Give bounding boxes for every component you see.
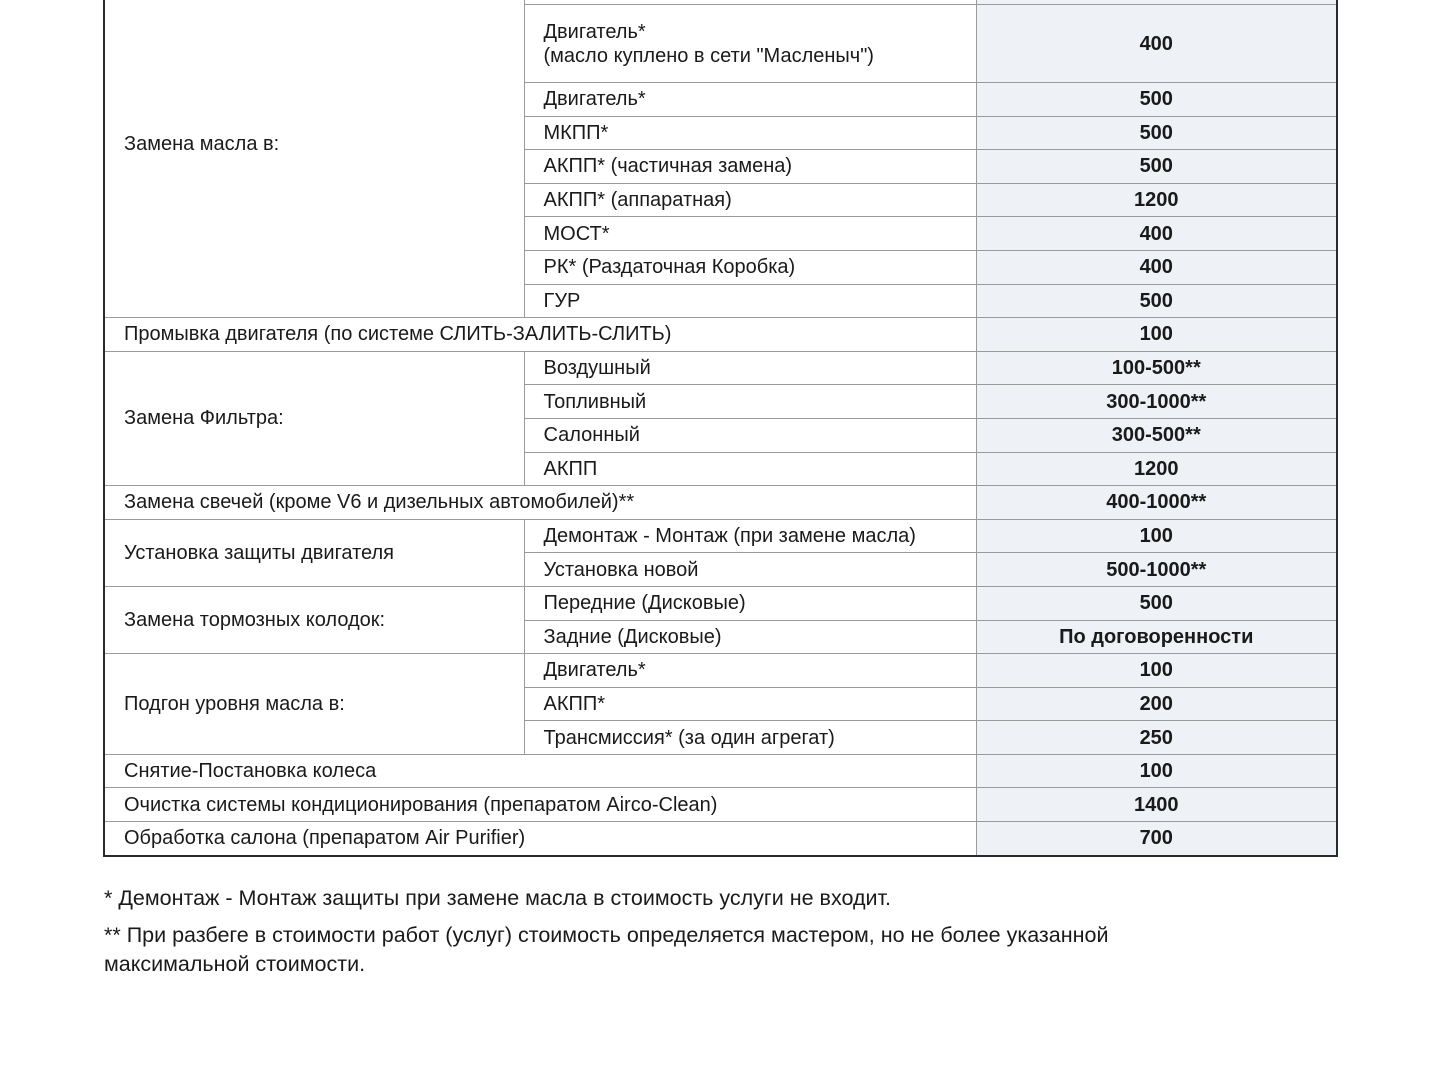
detail-line: Двигатель*: [543, 20, 646, 43]
table-row: [104, 486, 1337, 520]
price-cell: 100-500**: [976, 351, 1337, 385]
price-cell: 100: [976, 519, 1337, 553]
table-row: [104, 654, 1337, 688]
service-filter-change: Замена Фильтра:: [104, 351, 524, 485]
footnote-1: * Демонтаж - Монтаж защиты при замене масла в стоимость услуги не входит.: [104, 886, 891, 910]
detail-cell: Передние (Дисковые): [524, 586, 976, 620]
price-cell: 1200: [976, 452, 1337, 486]
price-cell: 500: [976, 116, 1337, 150]
price-cell: 400-1000**: [976, 486, 1337, 520]
service-engine-guard: Установка защиты двигателя: [104, 519, 524, 586]
detail-cell: Демонтаж - Монтаж (при замене масла): [524, 519, 976, 553]
detail-cell: Воздушный: [524, 351, 976, 385]
detail-cell: МОСТ*: [524, 217, 976, 251]
service-engine-flush: Промывка двигателя (по системе СЛИТЬ-ЗАЛИТЬ-СЛИТЬ): [104, 318, 976, 352]
price-cell: По договоренности: [976, 620, 1337, 654]
footnote-2: ** При разбеге в стоимости работ (услуг) стоимость определяется мастером, но не более указанной максимальной стоимости.: [104, 923, 1109, 976]
detail-cell: АКПП: [524, 452, 976, 486]
table-row: [104, 586, 1337, 620]
price-table: [103, 0, 1338, 857]
detail-cell: Двигатель*: [524, 83, 976, 117]
service-spark-plugs: Замена свечей (кроме V6 и дизельных автомобилей)**: [104, 486, 976, 520]
detail-cell: РК* (Раздаточная Коробка): [524, 250, 976, 284]
detail-cell: АКПП* (частичная замена): [524, 150, 976, 184]
price-cell: 400: [976, 217, 1337, 251]
table-row: [104, 754, 1337, 788]
service-oil-change: Замена масла в:: [104, 0, 524, 318]
detail-cell: Топливный: [524, 385, 976, 419]
price-cell: 700: [976, 822, 1337, 856]
price-cell: 500: [976, 150, 1337, 184]
price-cell: 500: [976, 586, 1337, 620]
service-wheel: Снятие-Постановка колеса: [104, 754, 976, 788]
detail-cell: [524, 5, 976, 83]
price-cell: 100: [976, 318, 1337, 352]
table-row: [104, 788, 1337, 822]
price-cell: 500: [976, 284, 1337, 318]
service-ac-clean: Очистка системы кондиционирования (препаратом Airco-Clean): [104, 788, 976, 822]
price-cell: 100: [976, 754, 1337, 788]
price-cell: 500-1000**: [976, 553, 1337, 587]
table-row: [104, 351, 1337, 385]
detail-cell: МКПП*: [524, 116, 976, 150]
detail-cell: ГУР: [524, 284, 976, 318]
service-brake-pads: Замена тормозных колодок:: [104, 586, 524, 653]
price-cell: 400: [976, 250, 1337, 284]
footnotes: [104, 884, 1254, 987]
table-row: [104, 519, 1337, 553]
service-oil-level: Подгон уровня масла в:: [104, 654, 524, 755]
detail-cell: АКПП*: [524, 687, 976, 721]
price-cell: 300-1000**: [976, 385, 1337, 419]
detail-cell: АКПП* (аппаратная): [524, 183, 976, 217]
price-cell: 1200: [976, 183, 1337, 217]
price-cell: 500: [976, 83, 1337, 117]
price-cell: 400: [976, 5, 1337, 83]
detail-cell: Двигатель*: [524, 654, 976, 688]
table-row: [104, 822, 1337, 856]
detail-cell: Салонный: [524, 418, 976, 452]
price-cell: 1400: [976, 788, 1337, 822]
detail-cell: Установка новой: [524, 553, 976, 587]
detail-line: (масло куплено в сети "Масленыч"): [543, 44, 874, 67]
detail-cell: Трансмиссия* (за один агрегат): [524, 721, 976, 755]
price-cell: 250: [976, 721, 1337, 755]
table-row: [104, 318, 1337, 352]
price-cell: 200: [976, 687, 1337, 721]
detail-cell: Задние (Дисковые): [524, 620, 976, 654]
price-cell: 300-500**: [976, 418, 1337, 452]
price-cell: 100: [976, 654, 1337, 688]
service-interior: Обработка салона (препаратом Air Purifier): [104, 822, 976, 856]
